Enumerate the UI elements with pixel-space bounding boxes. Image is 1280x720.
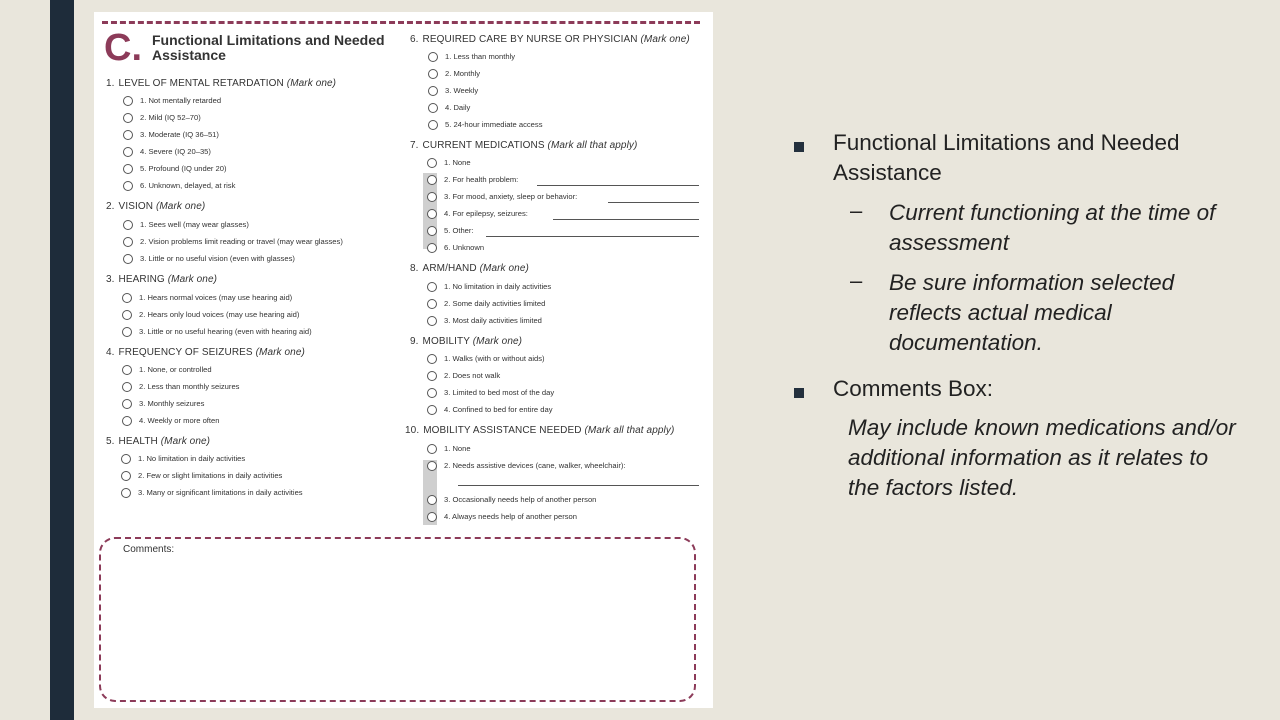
mood-line[interactable] [608, 202, 699, 203]
bullet-functional-limitations: Functional Limitations and Needed Assistance [833, 130, 1180, 185]
radio-circle-icon[interactable] [427, 282, 437, 292]
radio-circle-icon[interactable] [427, 444, 437, 454]
radio-circle-icon[interactable] [122, 310, 132, 320]
question-mobility: 9. MOBILITY (Mark one) [410, 336, 523, 347]
radio-circle-icon[interactable] [428, 103, 438, 113]
radio-circle-icon[interactable] [123, 96, 133, 106]
assistive-devices-line[interactable] [458, 485, 699, 486]
comments-label: Comments: [123, 544, 175, 555]
radio-circle-icon[interactable] [121, 488, 131, 498]
radio-circle-icon[interactable] [123, 181, 133, 191]
radio-circle-icon[interactable] [428, 69, 438, 79]
radio-circle-icon[interactable] [123, 164, 133, 174]
radio-circle-icon[interactable] [427, 299, 437, 309]
epilepsy-line[interactable] [553, 219, 699, 220]
bullet-comments-box: Comments Box: [833, 376, 994, 401]
question-arm-hand: 8. ARM/HAND (Mark one) [410, 263, 529, 274]
question-seizures: 4. FREQUENCY OF SEIZURES (Mark one) [106, 347, 305, 358]
radio-circle-icon[interactable] [427, 461, 437, 471]
radio-circle-icon[interactable] [123, 220, 133, 230]
radio-circle-icon[interactable] [428, 120, 438, 130]
radio-circle-icon[interactable] [122, 382, 132, 392]
square-bullet-icon [794, 388, 804, 398]
question-required-care: 6. REQUIRED CARE BY NURSE OR PHYSICIAN (Mark one) [410, 34, 690, 45]
health-problem-line[interactable] [537, 185, 699, 186]
radio-circle-icon[interactable] [121, 471, 131, 481]
radio-circle-icon[interactable] [427, 354, 437, 364]
form-page: C. Functional Limitations and Needed Assistance 1. LEVEL OF MENTAL RETARDATION (Mark one) 1. Not mentally retarded 2. Mild (IQ 52–70) 3. Moderate (IQ 36–51) 4. Severe (IQ 20–35) 5. Profound (IQ under 20) 6. Unknown, delayed, at risk 2. VISION (Mark one) 1. Sees well (may wear glasses) 2. Vision problems limit reading or travel (may wear glasses) 3. Little or no useful vision (even with glasses) 3. HEARING (Mark one) 1. Hears normal voices (may use hearing aid) 2. Hears only loud voices (may use hearing aid) 3. Little or no useful hearing (even with hearing aid) 4. FREQUENCY OF SEIZURES (Mark one) 1. None, or controlled 2. Less than monthly seizures 3. Monthly seizures 4. Weekly or more often 5. HEALTH (Mark one) 1. No limitation in daily activities 2. Few or slight limitations in daily activities 3. Many or significant limitations in daily activities 6. REQUIRED CARE BY NURSE OR PHYSICIAN (Mark one) 1. Less than monthly 2. Monthly 3. Weekly 4. Daily 5. 24-hour immediate access 7. CURRENT MEDICATIONS (Mark all that apply) 1. None 2. For health problem: 3. For mood, anxiety, sleep or behavior: 4. For epilepsy, seizures: 5. Other: 6. Unknown 8. ARM/HAND (Mark one) 1. No limitation in daily activities 2. Some daily activities limited 3. Most daily activities limited 9. MOBILITY (Mark one) 1. Walks (with or without aids) 2. Does not walk 3. Limited to bed most of the day 4. Confined to bed for entire day 10. MOBILITY ASSISTANCE NEEDED (Mark all that apply) 1. None 2. Needs assistive devices (cane, walker, wheelchair): 3. Occasionally needs help of another person 4. Always needs help of another person Comments: [94, 12, 713, 708]
comments-box-note: May include known medications and/or additional information as it relates to the factors listed. [848, 415, 1236, 500]
sub-bullet-current-functioning: Current functioning at the time of assessment [889, 200, 1216, 255]
square-bullet-icon [794, 142, 804, 152]
section-title: Functional Limitations and Needed Assistance [152, 32, 385, 63]
radio-circle-icon[interactable] [427, 405, 437, 415]
radio-circle-icon[interactable] [123, 254, 133, 264]
radio-circle-icon[interactable] [427, 158, 437, 168]
radio-circle-icon[interactable] [427, 209, 437, 219]
radio-circle-icon[interactable] [427, 512, 437, 522]
radio-circle-icon[interactable] [122, 365, 132, 375]
dash-bullet-icon: – [850, 198, 863, 223]
question-current-medications: 7. CURRENT MEDICATIONS (Mark all that apply) [410, 140, 638, 151]
question-mental-retardation: 1. LEVEL OF MENTAL RETARDATION (Mark one) [106, 78, 337, 89]
radio-circle-icon[interactable] [122, 327, 132, 337]
radio-circle-icon[interactable] [121, 454, 131, 464]
radio-circle-icon[interactable] [427, 175, 437, 185]
radio-circle-icon[interactable] [427, 371, 437, 381]
slide-left-bar [50, 0, 74, 720]
question-health: 5. HEALTH (Mark one) [106, 436, 211, 447]
sub-bullet-medical-documentation: Be sure information selected reflects actual medical documentation. [889, 270, 1175, 355]
question-mobility-assistance: 10. MOBILITY ASSISTANCE NEEDED (Mark all that apply) [405, 425, 675, 436]
other-line[interactable] [486, 236, 699, 237]
radio-circle-icon[interactable] [427, 243, 437, 253]
radio-circle-icon[interactable] [427, 316, 437, 326]
radio-circle-icon[interactable] [427, 388, 437, 398]
radio-circle-icon[interactable] [427, 226, 437, 236]
radio-circle-icon[interactable] [123, 113, 133, 123]
radio-circle-icon[interactable] [427, 192, 437, 202]
top-divider [102, 21, 700, 24]
radio-circle-icon[interactable] [427, 495, 437, 505]
radio-circle-icon[interactable] [123, 147, 133, 157]
radio-circle-icon[interactable] [122, 416, 132, 426]
radio-circle-icon[interactable] [428, 52, 438, 62]
radio-circle-icon[interactable] [428, 86, 438, 96]
question-hearing: 3. HEARING (Mark one) [106, 274, 218, 285]
radio-circle-icon[interactable] [122, 293, 132, 303]
question-vision: 2. VISION (Mark one) [106, 201, 206, 212]
radio-circle-icon[interactable] [123, 237, 133, 247]
radio-circle-icon[interactable] [123, 130, 133, 140]
comments-box[interactable] [99, 537, 696, 702]
dash-bullet-icon: – [850, 268, 863, 293]
section-letter: C. [104, 27, 142, 69]
radio-circle-icon[interactable] [122, 399, 132, 409]
